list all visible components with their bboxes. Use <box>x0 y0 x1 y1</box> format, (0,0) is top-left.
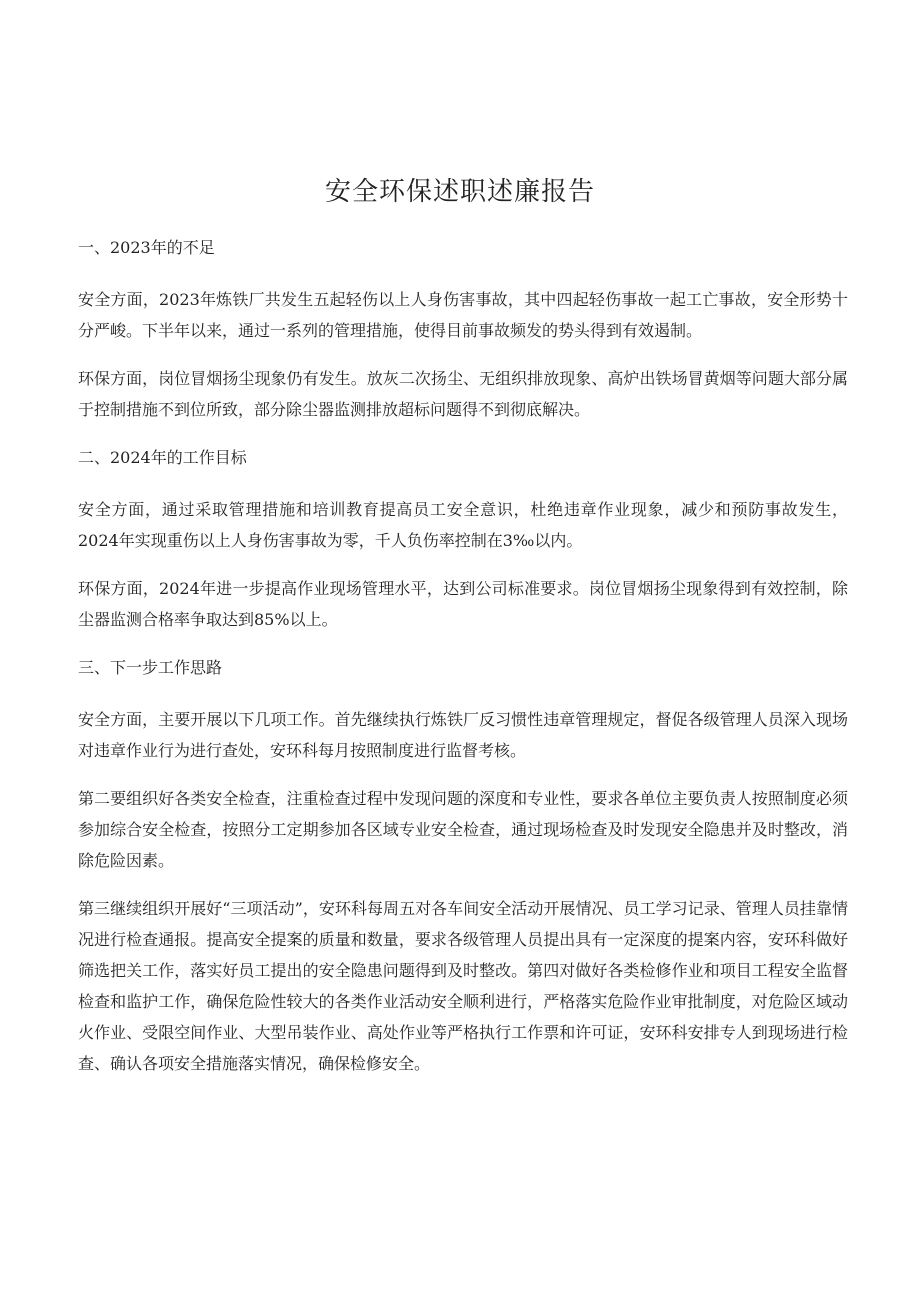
section-shortcomings <box>78 232 848 425</box>
section-heading: 二、2024年的工作目标 <box>78 448 247 467</box>
document-title: 安全环保述职述廉报告 <box>324 177 595 207</box>
document-body <box>78 232 848 1096</box>
paragraph: 第二要组织好各类安全检查，注重检查过程中发现问题的深度和专业性，要求各单位主要负责人按照制度必须参加综合安全检查，按照分工定期参加各区域专业安全检查，通过现场检查及时发现安全隐患并及时整改，消除危险因素。 <box>78 789 848 870</box>
paragraph: 安全方面，通过采取管理措施和培训教育提高员工安全意识，杜绝违章作业现象，减少和预防事故发生，2024年实现重伤以上人身伤害事故为零，千人负伤率控制在3‰以内。 <box>78 500 848 550</box>
paragraph: 环保方面，2024年进一步提高作业现场管理水平，达到公司标准要求。岗位冒烟扬尘现象得到有效控制，除尘器监测合格率争取达到85%以上。 <box>78 579 848 629</box>
paragraph: 第三继续组织开展好“三项活动”，安环科每周五对各车间安全活动开展情况、员工学习记录、管理人员挂靠情况进行检查通报。提高安全提案的质量和数量，要求各级管理人员提出具有一定深度的提案内容，安环科做好筛选把关工作，落实好员工提出的安全隐患问题得到及时整改。第四对做好各类检修作业和项目工程安全监督检查和监护工作，确保危险性较大的各类作业活动安全顺利进行，严格落实危险作业审批制度，对危险区域动火作业、受限空间作业、大型吊装作业、高处作业等严格执行工作票和许可证，安环科安排专人到现场进行检查、确认各项安全措施落实情况，确保检修安全。 <box>78 899 848 1073</box>
paragraph: 安全方面，主要开展以下几项工作。首先继续执行炼铁厂反习惯性违章管理规定，督促各级管理人员深入现场对违章作业行为进行查处，安环科每月按照制度进行监督考核。 <box>78 710 848 760</box>
section-heading: 一、2023年的不足 <box>78 238 215 257</box>
paragraph: 安全方面，2023年炼铁厂共发生五起轻伤以上人身伤害事故，其中四起轻伤事故一起工亡事故，安全形势十分严峻。下半年以来，通过一系列的管理措施，使得目前事故频发的势头得到有效遏制。 <box>78 290 848 340</box>
section-goals <box>78 442 848 635</box>
paragraph: 环保方面，岗位冒烟扬尘现象仍有发生。放灰二次扬尘、无组织排放现象、高炉出铁场冒黄烟等问题大部分属于控制措施不到位所致，部分除尘器监测排放超标问题得不到彻底解决。 <box>78 369 848 419</box>
section-heading: 三、下一步工作思路 <box>78 658 223 677</box>
section-next-steps <box>78 652 848 1079</box>
